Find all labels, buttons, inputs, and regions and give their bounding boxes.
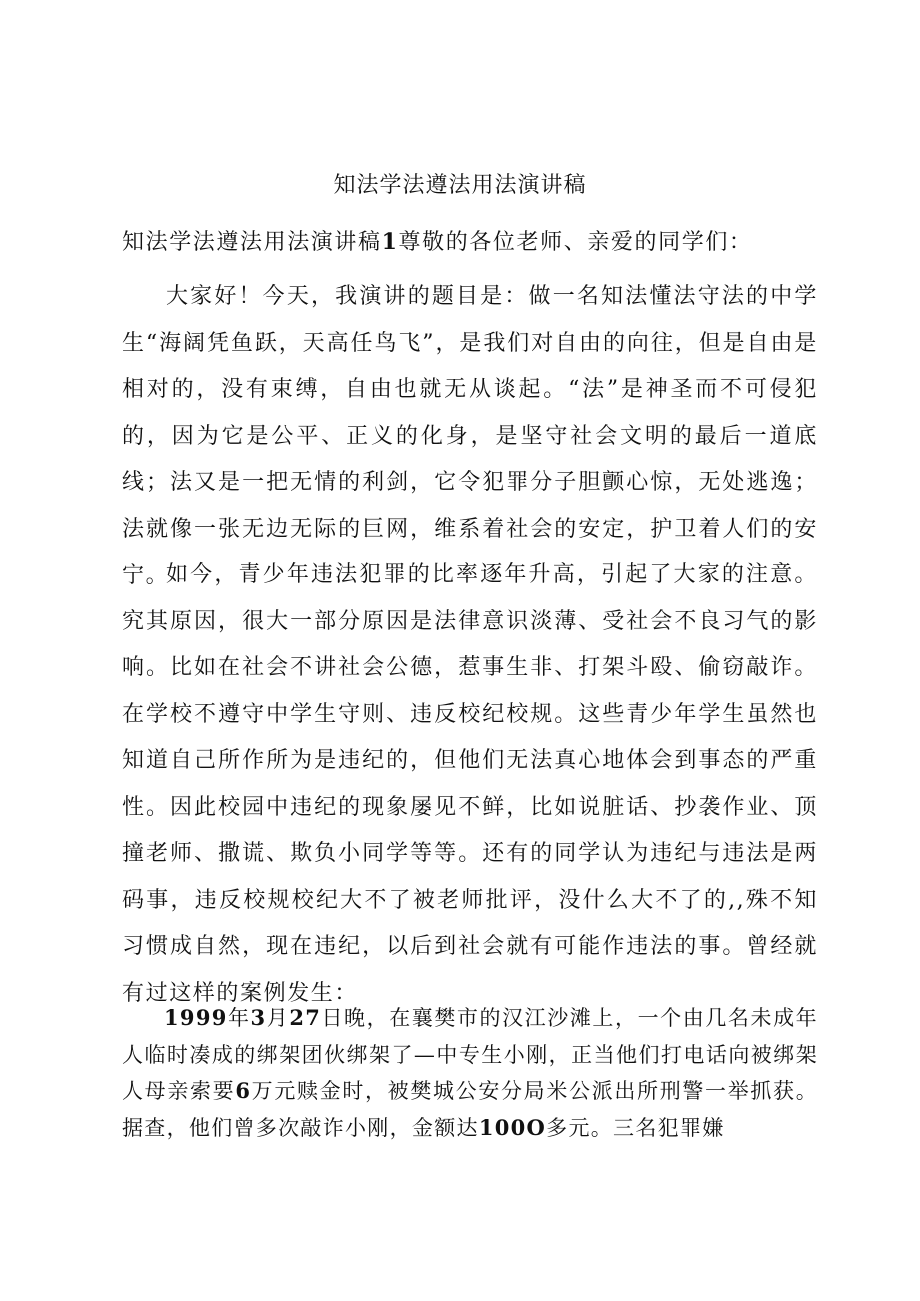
paragraph-case <box>122 1000 818 1146</box>
case-text-1: 年 <box>227 1006 251 1030</box>
case-year: 1999 <box>164 1005 228 1030</box>
case-amount: 100O <box>478 1114 547 1140</box>
case-day: 27 <box>289 1005 322 1030</box>
paragraph-intro: 大家好！今天，我演讲的题目是：做一名知法懂法守法的中学生“海阔凭鱼跃，天高任鸟飞”，是我们对自由的向往，但是自由是相对的，没有束缚，自由也就无从谈起。“法”是神圣而不可侵犯的，因为它是公平、正义的化身，是坚守社会文明的最后一道底线；法又是一把无情的利剑，它令犯罪分子胆颤心惊，无处逃逸；法就像一张无边无际的巨网，维系着社会的安定，护卫着人们的安宁。 <box>122 284 818 588</box>
lead-number: 1 <box>381 229 399 255</box>
lead-prefix: 知法学法遵法用法演讲稿 <box>122 230 382 255</box>
document-title: 知法学法遵法用法演讲稿 <box>333 173 587 198</box>
case-text-5: 多元。三名犯罪嫌 <box>546 1115 725 1140</box>
case-text-3: 日晚，在襄樊市的汉江沙滩上，一个由几名未成年人临时凑成的绑架团伙绑架了—中专生小刚，正当他们打电话向被绑架人母亲索要 <box>122 1006 818 1103</box>
paragraph-analysis: 如今，青少年违法犯罪的比率逐年升高，引起了大家的注意。究其原因，很大一部分原因是法律意识淡薄、受社会不良习气的影响。比如在社会不讲社会公德，惹事生非、打架斗殴、偷窃敲诈。在学校不遵守中学生守则、违反校纪校规。这些青少年学生虽然也知道自己所作所为是违纪的，但他们无法真心地体会到事态的严重性。因此校园中违纪的现象屡见不鲜，比如说脏话、抄袭作业、顶撞老师、撒谎、欺负小同学等等。还有的同学认为违纪与违法是两码事，违反校规校纪大不了被老师批评，没什么大不了的,,殊不知习惯成自然，现在违纪，以后到社会就有可能作违法的事。曾经就有过这样的案例发生： <box>122 562 818 1006</box>
lead-line <box>122 225 822 260</box>
case-text-4: 万元赎金时，被樊城公安分局米公派出所刑警一举抓获。据查，他们曾多次敲诈小刚，金额达 <box>122 1079 819 1140</box>
case-ransom: 6 <box>235 1078 252 1103</box>
case-text-2: 月 <box>266 1006 290 1030</box>
case-month: 3 <box>250 1005 267 1030</box>
lead-suffix: 尊敬的各位老师、亲爱的同学们： <box>398 230 753 255</box>
